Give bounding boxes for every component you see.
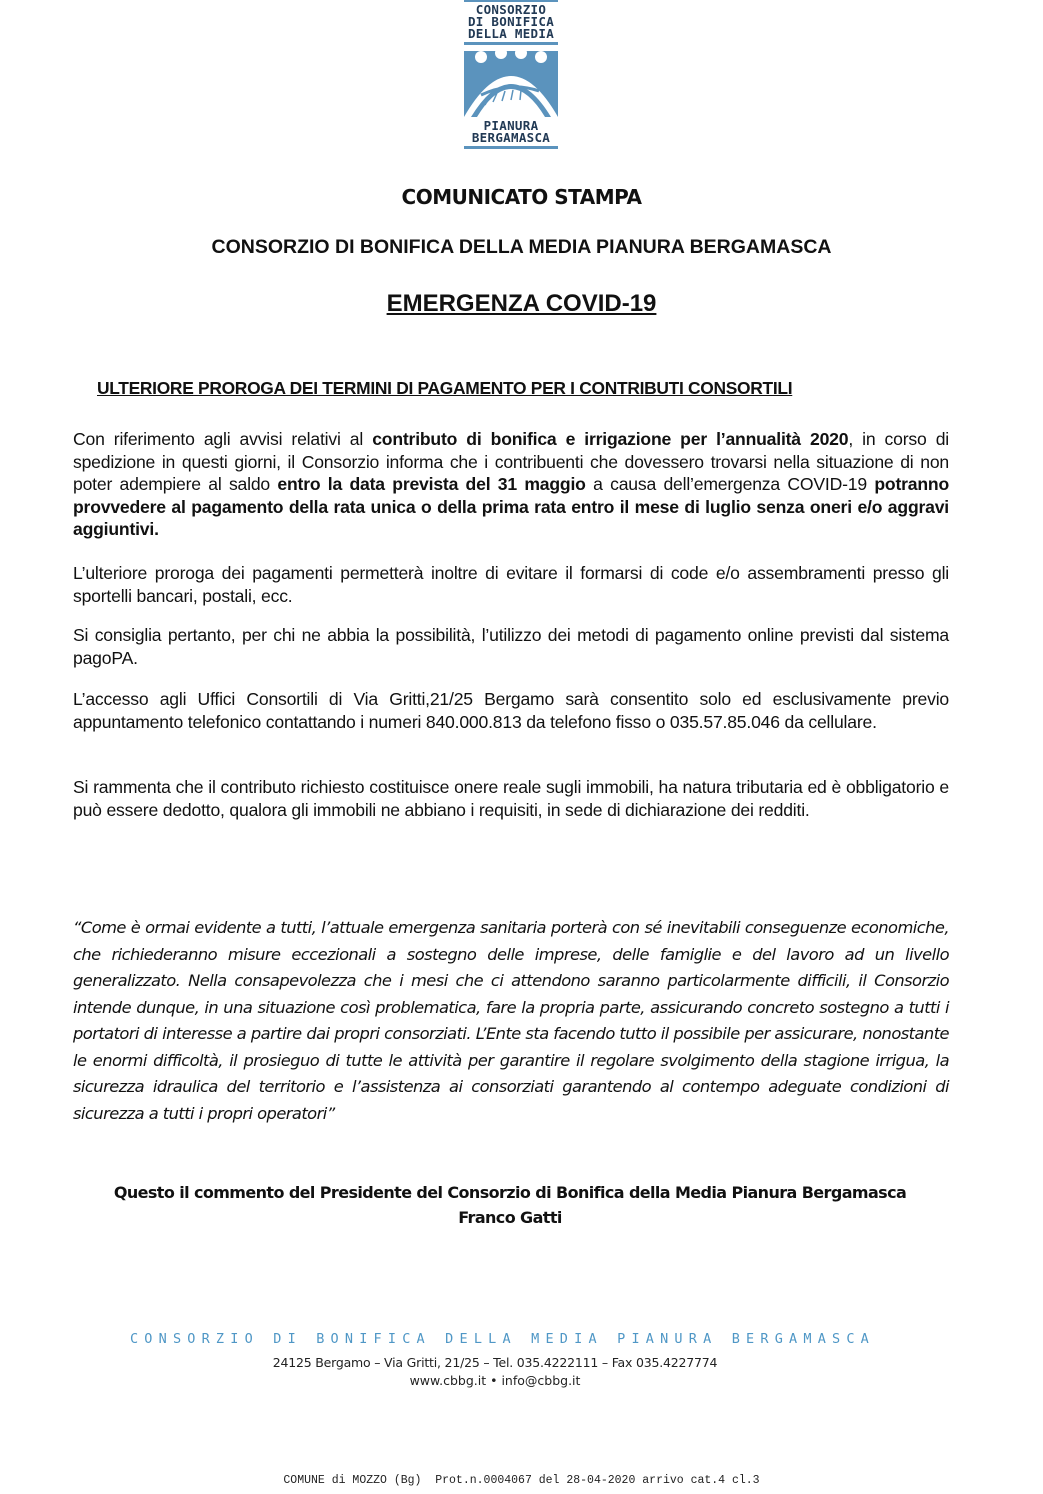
president-quote: “Come è ormai evidente a tutti, l’attuale emergenza sanitaria porterà con sé inevitabili conseguenze economiche, che richiederanno misure eccezionali a sostegno delle imprese, delle famiglie e del lavoro ad un livello generalizzato. Nella consapevolezza che i mesi che ci attendono saranno particolarmente difficili, il Consorzio intende dunque, in una situazione così problematica, fare la propria parte, assicurando concreto sostegno a tutti i portatori di interesse a partire dai propri consorziati. L’Ente sta facendo tutto il possibile per assicurare, nonostante le enormi difficoltà, il prosieguo di tutte le attività per garantire il regolare svolgimento della stagione irrigua, la sicurezza idraulica del territorio e l’assistenza ai consorziati garantendo al contempo adeguate condizioni di sicurezza a tutti i propri operatori” — [73, 918, 949, 1123]
logo-text-line: DI BONIFICA — [467, 14, 555, 29]
attribution-line: Questo il commento del Presidente del Consorzio di Bonifica della Media Pianura Bergamasca — [113, 1183, 907, 1202]
subtitle: ULTERIORE PROROGA DEI TERMINI DI PAGAMENTO PER I CONTRIBUTI CONSORTILI — [97, 378, 793, 398]
president-name: Franco Gatti — [458, 1208, 562, 1227]
quote-attribution — [0, 1180, 1020, 1230]
body-paragraph-1 — [73, 428, 949, 541]
protocol-stamp: COMUNE di MOZZO (Bg) Prot.n.0004067 del 28-04-2020 arrivo cat.4 cl.3 — [283, 1474, 760, 1487]
website-link[interactable]: www.cbbg.it — [409, 1373, 487, 1388]
footer-address: 24125 Bergamo – Via Gritti, 21/25 – Tel. 035.4222111 – Fax 035.4227774 — [272, 1355, 718, 1370]
bold-text-run: potranno provvedere al pagamento della rata unica o della prima rata entro il mese di luglio senza oneri e/o aggravi aggiuntivi. — [73, 474, 949, 539]
body-paragraph-3: Si consiglia pertanto, per chi ne abbia la possibilità, l’utilizzo dei metodi di pagamento online previsti dal sistema pagoPA. — [73, 625, 949, 668]
organization-heading: CONSORZIO DI BONIFICA DELLA MEDIA PIANURA BERGAMASCA — [211, 236, 832, 258]
email-link[interactable]: info@cbbg.it — [501, 1373, 581, 1388]
bullet-separator: • — [490, 1373, 498, 1388]
document-type-heading: COMUNICATO STAMPA — [401, 185, 642, 209]
logo-divider — [464, 42, 558, 45]
bold-text-run: entro la data prevista del 31 maggio — [277, 474, 586, 494]
logo-text-line: CONSORZIO — [475, 2, 547, 17]
body-paragraph-4: L’accesso agli Uffici Consortili di Via Gritti,21/25 Bergamo sarà consentito solo ed esclusivamente previo appuntamento telefonico contattando i numeri 840.000.813 da telefono fisso o 035.57.85.046 da cellulare. — [73, 689, 949, 732]
body-paragraph-5: Si rammenta che il contributo richiesto costituisce onere reale sugli immobili, ha natura tributaria ed è obbligatorio e può essere dedotto, qualora gli immobili ne abbiano i requisiti, in sede di dichiarazione dei redditi. — [73, 777, 949, 820]
text-run: Con riferimento agli avvisi relativi al — [73, 429, 373, 449]
text-run: a causa dell’emergenza COVID-19 — [585, 474, 875, 494]
logo-text-line: PIANURA — [483, 118, 539, 133]
footer-contacts — [0, 1373, 990, 1388]
consorzio-logo — [461, 0, 561, 158]
text-run: , in corso di spedizione in questi giorni, il Consorzio informa che i contribuenti che dovessero trovarsi nella situazione di non poter adempiere al saldo — [73, 429, 949, 494]
logo-text-line: DELLA MEDIA — [467, 26, 555, 41]
bridge-arch-icon — [461, 47, 561, 117]
logo-text-line: BERGAMASCA — [471, 130, 551, 145]
body-paragraph-2: L’ulteriore proroga dei pagamenti permetterà inoltre di evitare il formarsi di code e/o assembramenti presso gli sportelli bancari, postali, ecc. — [73, 563, 949, 606]
bold-text-run: contributo di bonifica e irrigazione per l’annualità 2020 — [372, 429, 849, 449]
headline: EMERGENZA COVID-19 — [386, 290, 657, 317]
logo-divider — [464, 146, 558, 149]
footer-organization: CONSORZIO DI BONIFICA DELLA MEDIA PIANURA BERGAMASCA — [129, 1331, 876, 1347]
